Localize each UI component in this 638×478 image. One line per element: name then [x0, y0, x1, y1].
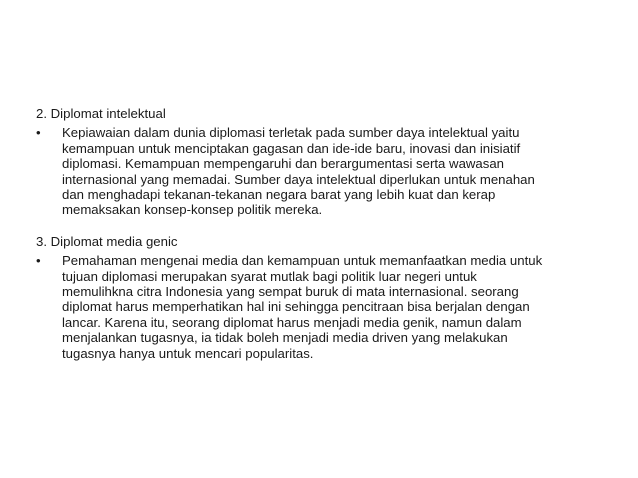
bullet-icon: •: [36, 125, 41, 141]
bullet-item-diplomat-media-genic: [36, 253, 611, 361]
bullet-text: Pemahaman mengenai media dan kemampuan untuk memanfaatkan media untuk tujuan diplomasi merupakan syarat mutlak bagi politik luar negeri untuk memulihkna citra Indonesia yang sempat buruk di mata internasional. seorang diplomat harus memperhatikan hal ini sehingga pencitraan bisa berjalan dengan lancar. Karena itu, seorang diplomat harus menjadi media genik, namun dalam menjalankan tugasnya, ia tidak boleh menjadi media driven yang melakukan tugasnya hanya untuk mencari popularitas.: [62, 253, 543, 361]
bullet-icon: •: [36, 253, 41, 269]
bullet-item-diplomat-intelektual: [36, 125, 611, 217]
section-heading-diplomat-intelektual: 2. Diplomat intelektual: [36, 106, 166, 121]
slide-content: [36, 106, 611, 361]
section-heading-diplomat-media-genic: 3. Diplomat media genic: [36, 233, 178, 249]
bullet-text: Kepiawaian dalam dunia diplomasi terletak pada sumber daya intelektual yaitu kemampuan untuk menciptakan gagasan dan ide-ide baru, inovasi dan inisiatif diplomasi. Kemampuan mempengaruhi dan berargumentasi serta wawasan internasional yang memadai. Sumber daya intelektual diperlukan untuk menahan dan menghadapi tekanan-tekanan negara barat yang lebih kuat dan kerap memaksakan konsep-konsep politik mereka.: [62, 125, 535, 218]
